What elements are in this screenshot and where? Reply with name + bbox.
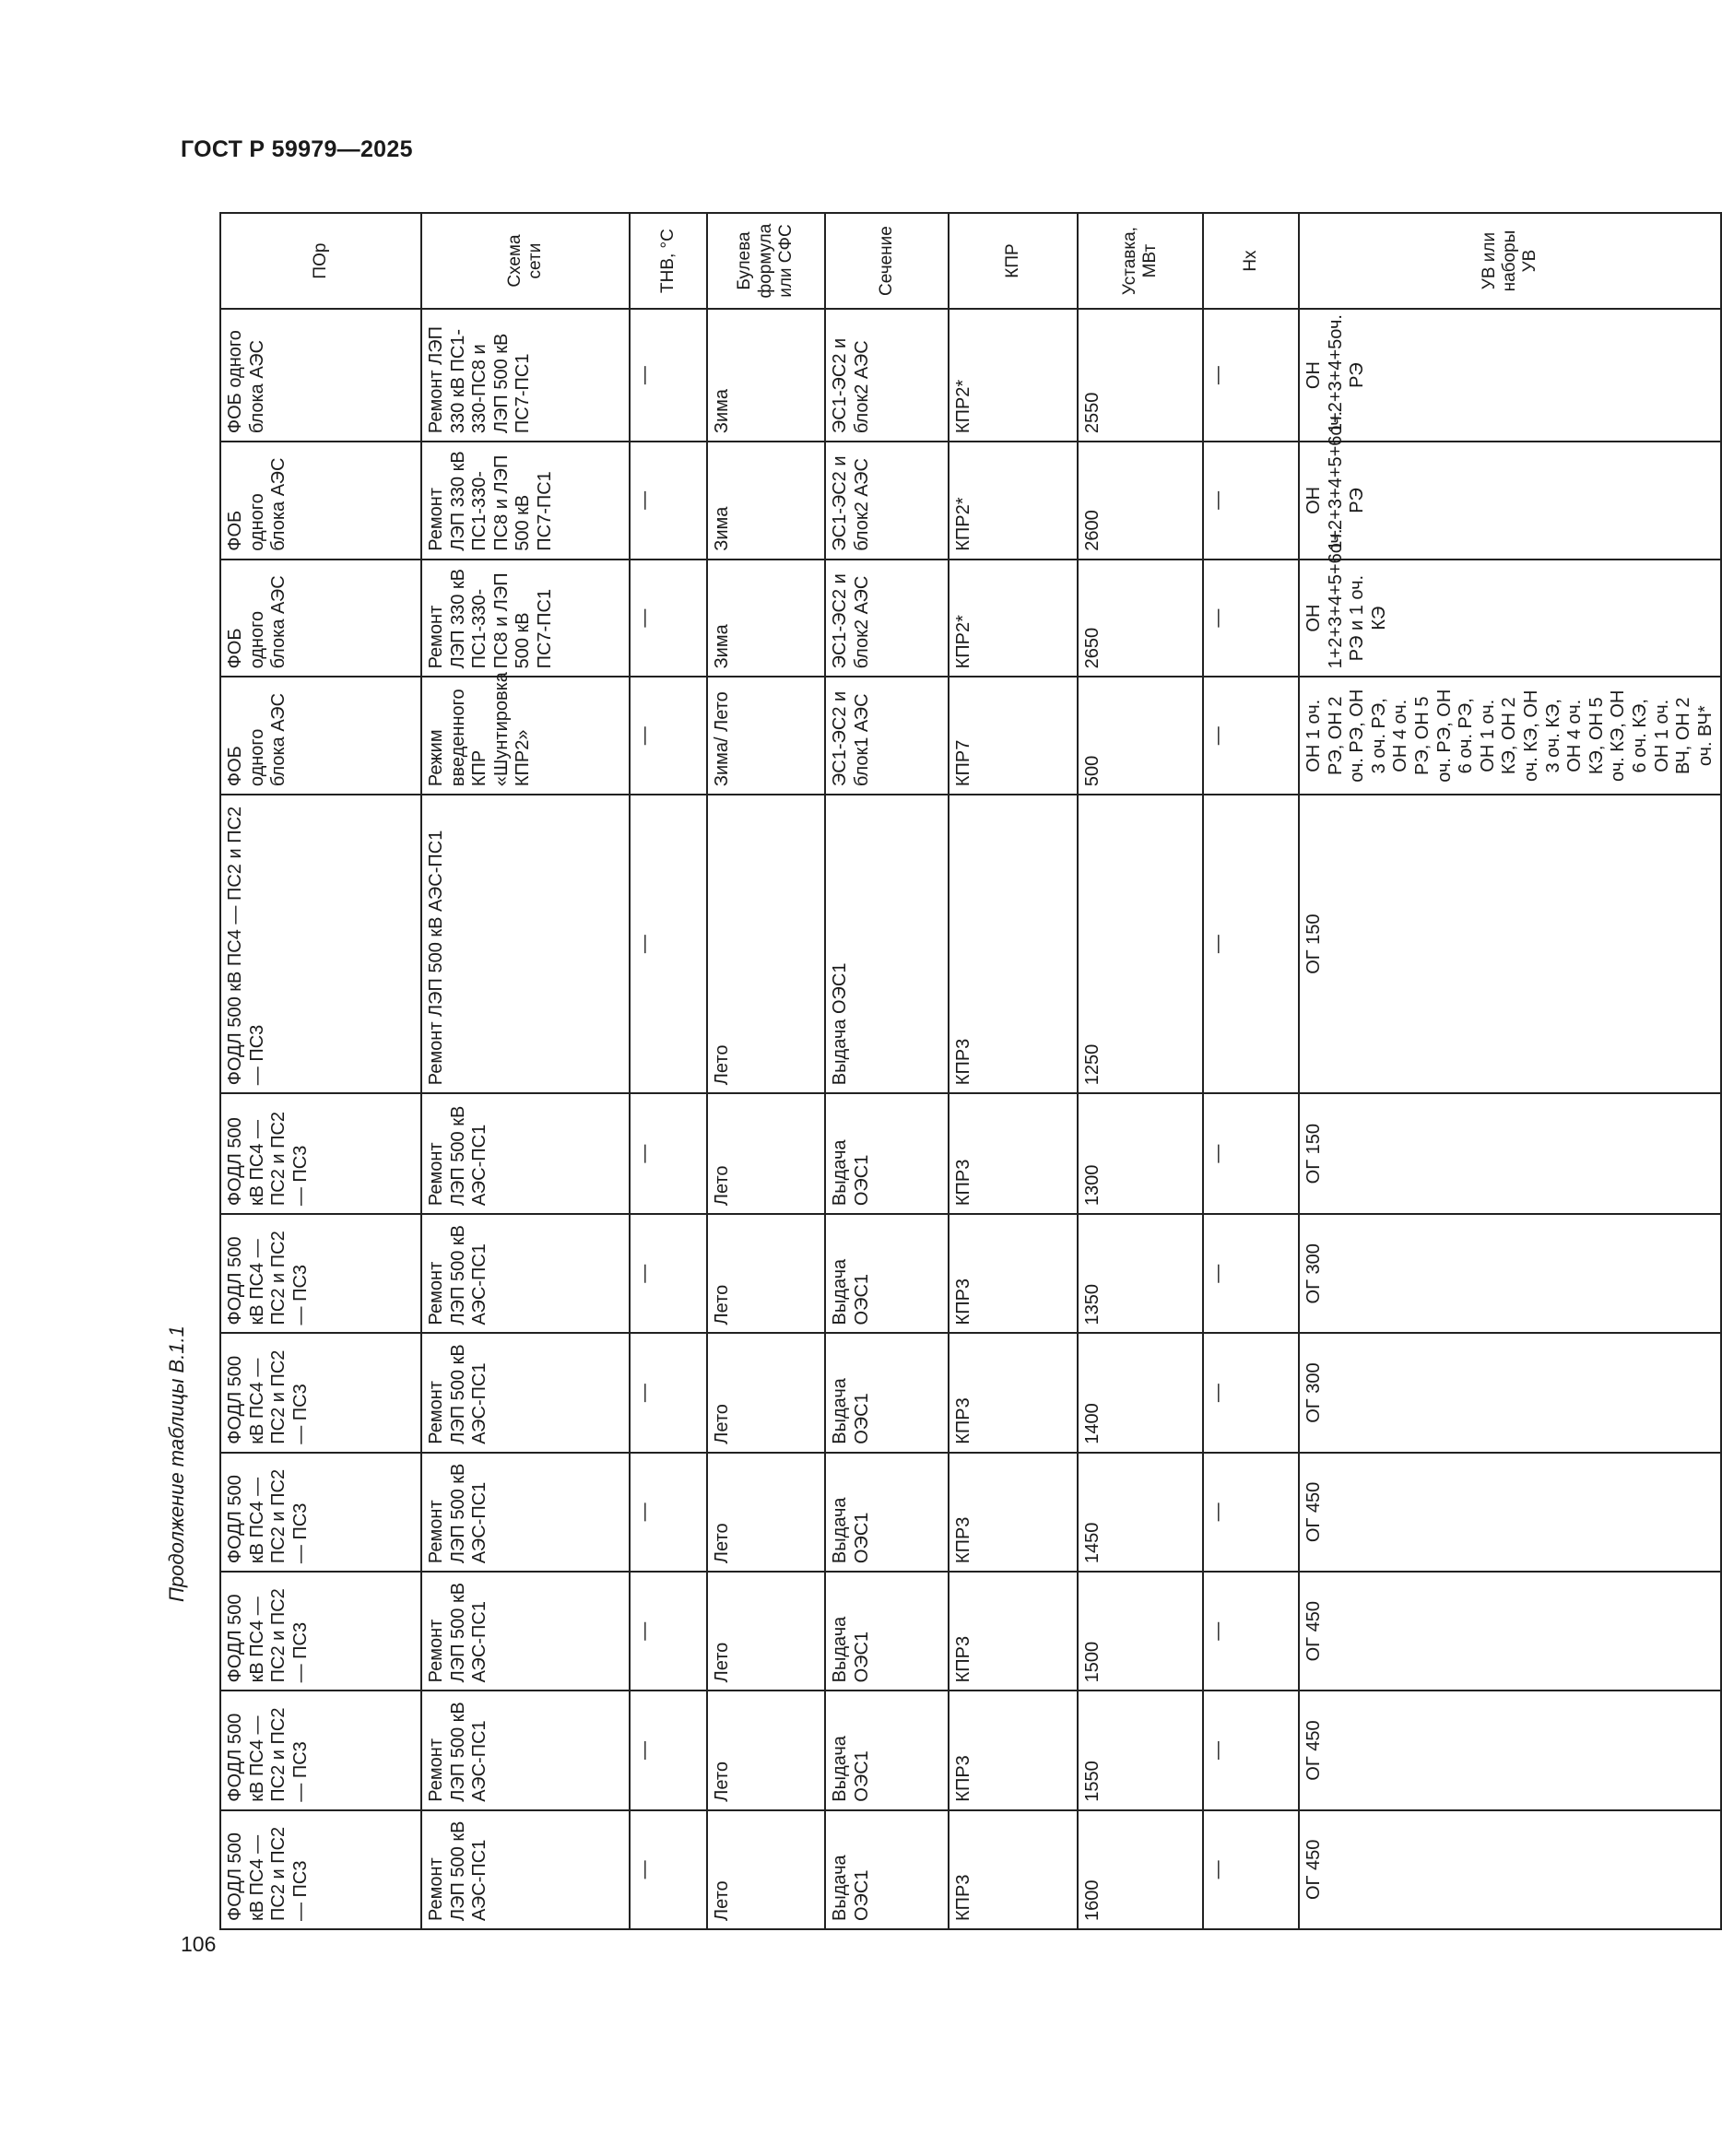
table-cell-section: ЭС1-ЭС2 и блок2 АЭС bbox=[825, 309, 949, 442]
table-cell-kpr: КПР3 bbox=[949, 1093, 1078, 1214]
table-cell-section: Выдача ОЭС1 bbox=[825, 795, 949, 1093]
table-cell-setpoint: 1300 bbox=[1078, 1093, 1203, 1214]
table-cell-setpoint: 2550 bbox=[1078, 309, 1203, 442]
table-row-setpoint bbox=[1078, 213, 1203, 1929]
table-cell-setpoint: 2650 bbox=[1078, 560, 1203, 677]
table-cell-tnv: — bbox=[630, 1333, 707, 1452]
table-cell-tnv: — bbox=[630, 1214, 707, 1333]
table-cell-setpoint: 500 bbox=[1078, 677, 1203, 795]
table-cell-nx: — bbox=[1203, 1691, 1299, 1809]
table-cell-setpoint: 1500 bbox=[1078, 1572, 1203, 1691]
table-cell-section: ЭС1-ЭС2 и блок1 АЭС bbox=[825, 677, 949, 795]
column-header-uv: УВ или наборы УВ bbox=[1299, 213, 1721, 309]
table-cell-kpr: КПР3 bbox=[949, 1453, 1078, 1572]
document-code: ГОСТ Р 59979—2025 bbox=[181, 136, 413, 162]
table-cell-formula: Лето bbox=[707, 1691, 825, 1809]
table-cell-section: Выдача ОЭС1 bbox=[825, 1810, 949, 1929]
page-number: 106 bbox=[181, 1932, 217, 1956]
table-cell-nx: — bbox=[1203, 309, 1299, 442]
table-cell-scheme: Ремонт ЛЭП 500 кВ АЭС-ПС1 bbox=[421, 1214, 630, 1333]
table-cell-por: ФОДЛ 500 кВ ПС4 — ПС2 и ПС2 — ПС3 bbox=[220, 1572, 421, 1691]
table-cell-uv: ОГ 150 bbox=[1299, 1093, 1721, 1214]
table-cell-tnv: — bbox=[630, 1810, 707, 1929]
table-cell-kpr: КПР3 bbox=[949, 795, 1078, 1093]
table-cell-uv: ОГ 450 bbox=[1299, 1810, 1721, 1929]
table-cell-uv: ОГ 150 bbox=[1299, 795, 1721, 1093]
table-cell-tnv: — bbox=[630, 560, 707, 677]
table-cell-section: Выдача ОЭС1 bbox=[825, 1572, 949, 1691]
table-cell-scheme: Ремонт ЛЭП 500 кВ АЭС-ПС1 bbox=[421, 1093, 630, 1214]
table-cell-tnv: — bbox=[630, 1691, 707, 1809]
table-caption: Продолжение таблицы В.1.1 bbox=[165, 1325, 188, 1602]
column-header-tnv: ТНВ, °С bbox=[630, 213, 707, 309]
table-cell-section: Выдача ОЭС1 bbox=[825, 1333, 949, 1452]
table-cell-section: Выдача ОЭС1 bbox=[825, 1093, 949, 1214]
table-cell-scheme: Ремонт ЛЭП 500 кВ АЭС-ПС1 bbox=[421, 795, 630, 1093]
table-cell-por: ФОБ одного блока АЭС bbox=[220, 560, 421, 677]
table-cell-por: ФОБ одного блока АЭС bbox=[220, 677, 421, 795]
table-row-nx bbox=[1203, 213, 1299, 1929]
table-cell-nx: — bbox=[1203, 1333, 1299, 1452]
table-row-uv bbox=[1299, 213, 1721, 1929]
table-cell-uv: ОН 1+2+3+4+5+6оч. РЭ и 1 оч. КЭ bbox=[1299, 560, 1721, 677]
table-cell-tnv: — bbox=[630, 442, 707, 560]
table-cell-por: ФОДЛ 500 кВ ПС4 — ПС2 и ПС2 — ПС3 bbox=[220, 1453, 421, 1572]
table-row-scheme bbox=[421, 213, 630, 1929]
table-cell-nx: — bbox=[1203, 1810, 1299, 1929]
table-cell-section: ЭС1-ЭС2 и блок2 АЭС bbox=[825, 442, 949, 560]
table-cell-por: ФОБ одного блока АЭС bbox=[220, 309, 421, 442]
table-cell-kpr: КПР3 bbox=[949, 1572, 1078, 1691]
table-cell-kpr: КПР2* bbox=[949, 560, 1078, 677]
table-row-por bbox=[220, 213, 421, 1929]
table-cell-formula: Лето bbox=[707, 1572, 825, 1691]
table-cell-por: ФОДЛ 500 кВ ПС4 — ПС2 и ПС2 — ПС3 bbox=[220, 1333, 421, 1452]
table-cell-setpoint: 2600 bbox=[1078, 442, 1203, 560]
table-cell-scheme: Ремонт ЛЭП 500 кВ АЭС-ПС1 bbox=[421, 1453, 630, 1572]
table-cell-nx: — bbox=[1203, 677, 1299, 795]
table-cell-por: ФОДЛ 500 кВ ПС4 — ПС2 и ПС2 — ПС3 bbox=[220, 1214, 421, 1333]
table-cell-nx: — bbox=[1203, 1572, 1299, 1691]
table-cell-nx: — bbox=[1203, 1093, 1299, 1214]
table-cell-kpr: КПР7 bbox=[949, 677, 1078, 795]
table-cell-scheme: Ремонт ЛЭП 330 кВ ПС1-330-ПС8 и ЛЭП 500 кВ ПС7-ПС1 bbox=[421, 442, 630, 560]
table-cell-section: Выдача ОЭС1 bbox=[825, 1214, 949, 1333]
column-header-por: ПОр bbox=[220, 213, 421, 309]
rotated-table-container bbox=[219, 214, 1716, 1930]
column-header-setpoint: Уставка, МВт bbox=[1078, 213, 1203, 309]
table-cell-scheme: Ремонт ЛЭП 330 кВ ПС1-330-ПС8 и ЛЭП 500 кВ ПС7-ПС1 bbox=[421, 560, 630, 677]
table-cell-por: ФОДЛ 500 кВ ПС4 — ПС2 и ПС2 — ПС3 bbox=[220, 795, 421, 1093]
table-cell-setpoint: 1250 bbox=[1078, 795, 1203, 1093]
table-cell-uv: ОГ 450 bbox=[1299, 1453, 1721, 1572]
table-cell-uv: ОН 1+2+3+4+5оч. РЭ bbox=[1299, 309, 1721, 442]
table-row-tnv bbox=[630, 213, 707, 1929]
table-cell-formula: Лето bbox=[707, 1810, 825, 1929]
table-cell-setpoint: 1600 bbox=[1078, 1810, 1203, 1929]
column-header-kpr: КПР bbox=[949, 213, 1078, 309]
table-cell-setpoint: 1400 bbox=[1078, 1333, 1203, 1452]
table-cell-kpr: КПР2* bbox=[949, 442, 1078, 560]
table-cell-scheme: Ремонт ЛЭП 500 кВ АЭС-ПС1 bbox=[421, 1572, 630, 1691]
table-cell-por: ФОБ одного блока АЭС bbox=[220, 442, 421, 560]
table-cell-setpoint: 1350 bbox=[1078, 1214, 1203, 1333]
table-cell-tnv: — bbox=[630, 309, 707, 442]
table-cell-por: ФОДЛ 500 кВ ПС4 — ПС2 и ПС2 — ПС3 bbox=[220, 1093, 421, 1214]
table-cell-scheme: Ремонт ЛЭП 330 кВ ПС1-330-ПС8 и ЛЭП 500 кВ ПС7-ПС1 bbox=[421, 309, 630, 442]
table-cell-scheme: Ремонт ЛЭП 500 кВ АЭС-ПС1 bbox=[421, 1810, 630, 1929]
table-cell-tnv: — bbox=[630, 1453, 707, 1572]
column-header-section: Сечение bbox=[825, 213, 949, 309]
table-row-section bbox=[825, 213, 949, 1929]
table-cell-scheme: Ремонт ЛЭП 500 кВ АЭС-ПС1 bbox=[421, 1333, 630, 1452]
table-cell-nx: — bbox=[1203, 795, 1299, 1093]
table-cell-section: ЭС1-ЭС2 и блок2 АЭС bbox=[825, 560, 949, 677]
table-cell-por: ФОДЛ 500 кВ ПС4 — ПС2 и ПС2 — ПС3 bbox=[220, 1810, 421, 1929]
table-row-formula bbox=[707, 213, 825, 1929]
table-row-kpr bbox=[949, 213, 1078, 1929]
table-cell-kpr: КПР2* bbox=[949, 309, 1078, 442]
table-cell-nx: — bbox=[1203, 1453, 1299, 1572]
table-cell-formula: Лето bbox=[707, 1453, 825, 1572]
table-cell-formula: Лето bbox=[707, 1214, 825, 1333]
column-header-scheme: Схема сети bbox=[421, 213, 630, 309]
table-cell-uv: ОГ 450 bbox=[1299, 1572, 1721, 1691]
table-cell-formula: Лето bbox=[707, 1093, 825, 1214]
table-cell-uv: ОГ 450 bbox=[1299, 1691, 1721, 1809]
table-cell-setpoint: 1450 bbox=[1078, 1453, 1203, 1572]
table-cell-uv: ОН 1 оч. РЭ, ОН 2 оч. РЭ, ОН 3 оч. РЭ, ОН 4 оч. РЭ, ОН 5 оч. РЭ, ОН 6 оч. РЭ, ОН 1 оч. КЭ, ОН 2 оч. КЭ, ОН 3 оч. КЭ, ОН 4 оч. КЭ, ОН 5 оч. КЭ, ОН 6 оч. КЭ, ОН 1 оч. ВЧ, ОН 2 оч. ВЧ* bbox=[1299, 677, 1721, 795]
table-cell-formula: Зима/ Лето bbox=[707, 677, 825, 795]
table-cell-scheme: Ремонт ЛЭП 500 кВ АЭС-ПС1 bbox=[421, 1691, 630, 1809]
table-cell-nx: — bbox=[1203, 442, 1299, 560]
table-cell-tnv: — bbox=[630, 795, 707, 1093]
table-cell-tnv: — bbox=[630, 677, 707, 795]
table-cell-section: Выдача ОЭС1 bbox=[825, 1453, 949, 1572]
table-cell-uv: ОГ 300 bbox=[1299, 1333, 1721, 1452]
table-cell-por: ФОДЛ 500 кВ ПС4 — ПС2 и ПС2 — ПС3 bbox=[220, 1691, 421, 1809]
table-cell-formula: Лето bbox=[707, 795, 825, 1093]
table-cell-uv: ОН 1+2+3+4+5+6оч. РЭ bbox=[1299, 442, 1721, 560]
table-cell-kpr: КПР3 bbox=[949, 1333, 1078, 1452]
table-cell-nx: — bbox=[1203, 1214, 1299, 1333]
table-cell-kpr: КПР3 bbox=[949, 1810, 1078, 1929]
table-cell-uv: ОГ 300 bbox=[1299, 1214, 1721, 1333]
table-cell-kpr: КПР3 bbox=[949, 1214, 1078, 1333]
table-cell-nx: — bbox=[1203, 560, 1299, 677]
table-cell-formula: Зима bbox=[707, 442, 825, 560]
column-header-formula: Булева формула или СФС bbox=[707, 213, 825, 309]
data-table bbox=[219, 212, 1722, 1930]
table-cell-kpr: КПР3 bbox=[949, 1691, 1078, 1809]
table-cell-formula: Зима bbox=[707, 309, 825, 442]
table-cell-tnv: — bbox=[630, 1093, 707, 1214]
table-cell-tnv: — bbox=[630, 1572, 707, 1691]
table-cell-section: Выдача ОЭС1 bbox=[825, 1691, 949, 1809]
table-cell-formula: Лето bbox=[707, 1333, 825, 1452]
table-cell-scheme: Режим введенного КПР «Шунтировка КПР2» bbox=[421, 677, 630, 795]
table-cell-formula: Зима bbox=[707, 560, 825, 677]
column-header-nx: Нх bbox=[1203, 213, 1299, 309]
table-cell-setpoint: 1550 bbox=[1078, 1691, 1203, 1809]
